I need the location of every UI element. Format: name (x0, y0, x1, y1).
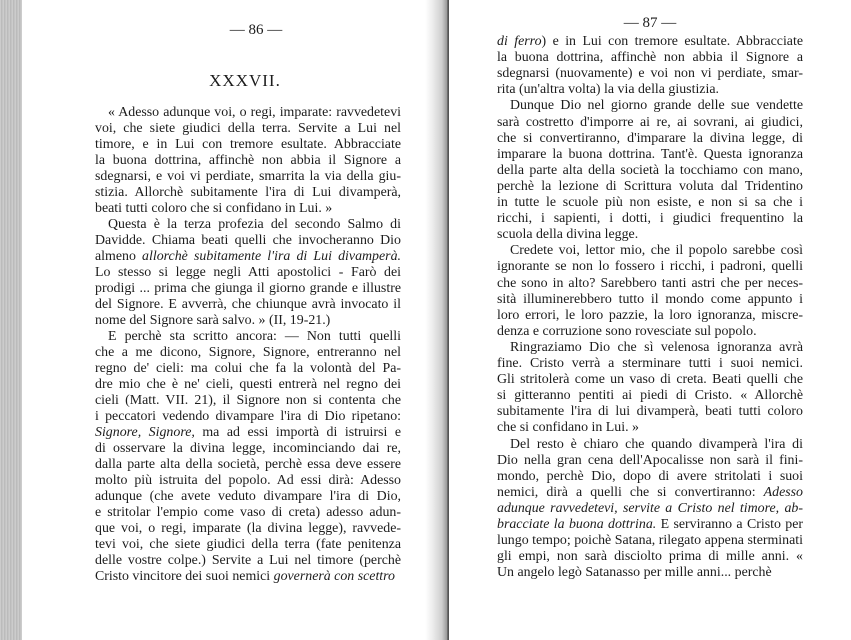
text-segment: che sono in alto? Sarebbero tanti astri che per neces- (497, 275, 803, 291)
text-line (497, 453, 803, 469)
text-segment: sarà costretto d'imporre ai re, ai sovrani, ai giudici, (497, 114, 803, 130)
text-line (497, 404, 803, 420)
text-segment: Dio nella gran cena dell'Apocalisse non sarà il fini- (497, 452, 803, 468)
italic-text: governerà con scettro (273, 569, 396, 584)
text-segment: prodigi ... prima che giunga il giorno grande e illustre (95, 281, 401, 296)
text-segment: e stritolar l'empio come vaso di creta) adesso adun- (95, 505, 401, 520)
text-segment: regno de' cieli: ma colui che fa la volontà del Pa- (95, 361, 401, 376)
text-line (108, 329, 401, 345)
text-segment: Credete voi, lettor mio, che il popolo sarebbe così (510, 243, 803, 259)
text-segment: i peccatori vedendo divampare l'ira di Dio ripetano: (95, 409, 401, 424)
text-line (95, 201, 401, 217)
text-line (497, 565, 803, 581)
text-segment: tevi voi, che siete giudici della terra (fate penitenza (95, 537, 401, 552)
text-line (95, 553, 401, 569)
text-line (497, 115, 803, 131)
text-line (497, 501, 803, 517)
text-segment: mondo, perchè Dio, dopo di avere stritolati i suoi (497, 468, 803, 484)
text-line (95, 441, 401, 457)
text-segment: lungo tempo; poichè Satana, rilegato appena sterminati (497, 533, 803, 549)
text-segment: subitamente l'ira di lui divamperà, beati tutti coloro (497, 404, 803, 420)
text-segment: dalla parte alta della società, perchè essa deve essere (95, 457, 401, 472)
text-line (497, 66, 803, 82)
text-line (497, 195, 803, 211)
text-line (497, 372, 803, 388)
text-segment: Cristo vincitore dei suoi nemici (95, 569, 274, 584)
text-line (510, 437, 803, 453)
text-line (95, 233, 401, 249)
text-segment: Ringraziamo Dio che sì velenosa ignoranza avrà (510, 339, 803, 355)
text-segment: adunque (che avete veduto divampare l'ira di Dio, (95, 489, 401, 504)
text-segment: sdegnarsi (nuovamente) e voi non vi perdiate, smar- (497, 66, 803, 82)
italic-text: di ferro (497, 34, 542, 49)
text-line (497, 292, 803, 308)
text-segment: fine. Cristo verrà a sterminare tutti i suoi nemici. (497, 356, 803, 371)
text-segment: cieli (Matt. VII. 21), il Signore non si contenta che (95, 393, 401, 408)
book-spine-gutter (425, 0, 449, 640)
text-line (497, 34, 803, 50)
text-line (497, 549, 803, 565)
text-segment: ma ad essi importà di istruirsi e (194, 425, 401, 440)
text-line (497, 356, 803, 372)
text-line (497, 469, 803, 485)
text-segment: imparare la buona dottrina. Tant'è. Questa ignoranza (497, 146, 803, 162)
text-line (108, 217, 401, 233)
text-line (510, 243, 803, 259)
text-segment: ricchi, i sapienti, i dotti, i giudici frequentino la (497, 211, 803, 227)
text-line (95, 521, 401, 537)
text-segment: « Adesso adunque voi, o regi, imparate: ravvedetevi (108, 105, 401, 120)
italic-text: adunque ravvedetevi, servite a Cristo nel timore, ab- (497, 500, 803, 516)
text-segment: la buona dottrina, affinchè non abbia il Signore a (95, 153, 401, 168)
text-segment: si gitteranno pentiti ai piedi di Cristo. « Allorchè (497, 388, 803, 404)
text-line (95, 377, 401, 393)
text-line (497, 131, 803, 147)
text-line (497, 485, 803, 501)
text-line (497, 533, 803, 549)
text-line (497, 420, 803, 436)
text-line (497, 50, 803, 66)
text-line (95, 473, 401, 489)
text-segment: nome del Signore sarà salvo. » (II, 19-21.) (95, 313, 331, 328)
text-line (95, 185, 401, 201)
text-segment: in tutte le scuole più non esiste, e non si sa che i (497, 195, 803, 210)
text-segment: timore, e in Lui con tremore esultate. Abbracciate (95, 137, 401, 152)
text-line (497, 324, 803, 340)
text-line (497, 82, 803, 98)
text-line (95, 281, 401, 297)
text-line (497, 211, 803, 227)
left-page-number: — 86 — (229, 22, 283, 38)
text-line (95, 265, 401, 281)
text-segment: Del resto è chiaro che quando divamperà l'ira di (510, 436, 803, 452)
text-line (95, 569, 401, 585)
text-line (95, 393, 401, 409)
text-line (95, 425, 401, 441)
right-page-number: — 87 — (623, 15, 677, 31)
text-segment: sdegnarsi, e voi vi perdiate, smarrita la via della giu- (95, 169, 401, 184)
italic-text: allorchè subitamente l'ira di Lui divamperà. (142, 249, 401, 264)
text-segment: Gli stritolerà come un vaso di creta. Beati quelli che (497, 372, 803, 388)
text-segment: beati tutti coloro che si confidano in Lui. » (95, 201, 333, 216)
text-line (497, 179, 803, 195)
text-segment: dre mio che è ne' cieli, questi entrerà nel regno dei (95, 377, 401, 392)
text-segment: Questa è la terza profezia del secondo Salmo di (108, 217, 401, 232)
text-line (95, 169, 401, 185)
text-segment: E serviranno a Cristo per (656, 517, 803, 532)
text-segment: E perchè sta scritto ancora: — Non tutti quelli (108, 329, 401, 344)
text-line (95, 313, 401, 329)
text-segment: di osservare la divina legge, incominciando dai re, (95, 441, 401, 456)
text-line (497, 308, 803, 324)
text-segment: Davidde. Chiama beati quelli che invocheranno Dio (95, 233, 401, 248)
text-segment: ) e in Lui con tremore esultate. Abbracciate (541, 34, 803, 49)
text-segment: Lo stesso si legge negli Atti apostolici - Farò dei (95, 265, 401, 280)
text-segment: scuola della divina legge. (497, 227, 639, 243)
text-line (497, 276, 803, 292)
text-segment: delle vostre colpe.) Servite a Lui nel timore (perchè (95, 553, 401, 568)
text-line (95, 345, 401, 361)
text-segment: che a me dicono, Signore, Signore, entreranno nel (95, 345, 401, 360)
text-line (497, 388, 803, 404)
italic-text: Adesso (763, 484, 803, 500)
text-line (497, 227, 803, 243)
text-line (95, 489, 401, 505)
text-line (510, 340, 803, 356)
text-segment: la buona dottrina, affinchè non abbia il Signore a (497, 50, 803, 66)
text-line (497, 147, 803, 163)
text-segment: perchè la lezione di Scrittura voluta dal Tridentino (497, 178, 803, 194)
text-line (95, 137, 401, 153)
text-line (510, 98, 803, 114)
italic-text: Signore, Signore, (95, 425, 195, 440)
text-line (497, 163, 803, 179)
text-segment: loro errori, le loro pazzie, la loro ignoranza, miscre- (497, 307, 803, 323)
text-segment: della parte alta della società la tocchiamo con mano, (497, 162, 803, 178)
text-line (95, 505, 401, 521)
text-segment: nemici, dirà a quelli che si convertiranno: (497, 484, 764, 500)
text-segment: voi, che siete giudici della terra. Servite a Lui nel (95, 121, 401, 136)
text-line (95, 537, 401, 553)
text-segment: che si confidano in Lui. » (497, 420, 639, 436)
text-line (95, 361, 401, 377)
text-segment: almeno (95, 249, 143, 264)
text-segment: sità illuminerebbero tutto il mondo come appunto i (497, 291, 803, 307)
text-line (497, 259, 803, 275)
text-line (95, 409, 401, 425)
text-segment: rita (un'altra volta) la via della giustizia. (497, 82, 719, 98)
text-line (95, 121, 401, 137)
text-line (95, 297, 401, 313)
text-line (95, 153, 401, 169)
book-binding-edge (0, 0, 22, 640)
chapter-heading: XXXVII. (209, 71, 281, 90)
text-segment: que voi, o regi, imparate (la divina legge), ravvede- (95, 521, 401, 536)
text-segment: molto più istruita del popolo. Ad essi dirà: Adesso (95, 473, 401, 488)
text-segment: stizia. Allorchè subitamente l'ira di Lui divamperà, (95, 185, 401, 200)
text-line (497, 517, 803, 533)
text-line (95, 249, 401, 265)
text-segment: Dunque Dio nel giorno grande delle sue vendette (510, 98, 803, 114)
text-segment: del Signore. E avverrà, che chiunque avrà invocato il (95, 297, 401, 312)
text-line (95, 457, 401, 473)
text-line (108, 105, 401, 121)
text-segment: ignorante se non lo fossero i ricchi, i padroni, quelli (497, 259, 803, 275)
text-segment: denza e corruzione sono rovesciate sul popolo. (497, 323, 757, 339)
italic-text: bracciate la buona dottrina. (497, 517, 657, 532)
text-segment: che si convertiranno, d'imparare la divina legge, di (497, 130, 803, 146)
text-segment: Un angelo legò Satanasso per mille anni... perchè (497, 565, 772, 581)
text-segment: gli empi, non sarà disciolto prima di mille anni. « (497, 549, 803, 565)
